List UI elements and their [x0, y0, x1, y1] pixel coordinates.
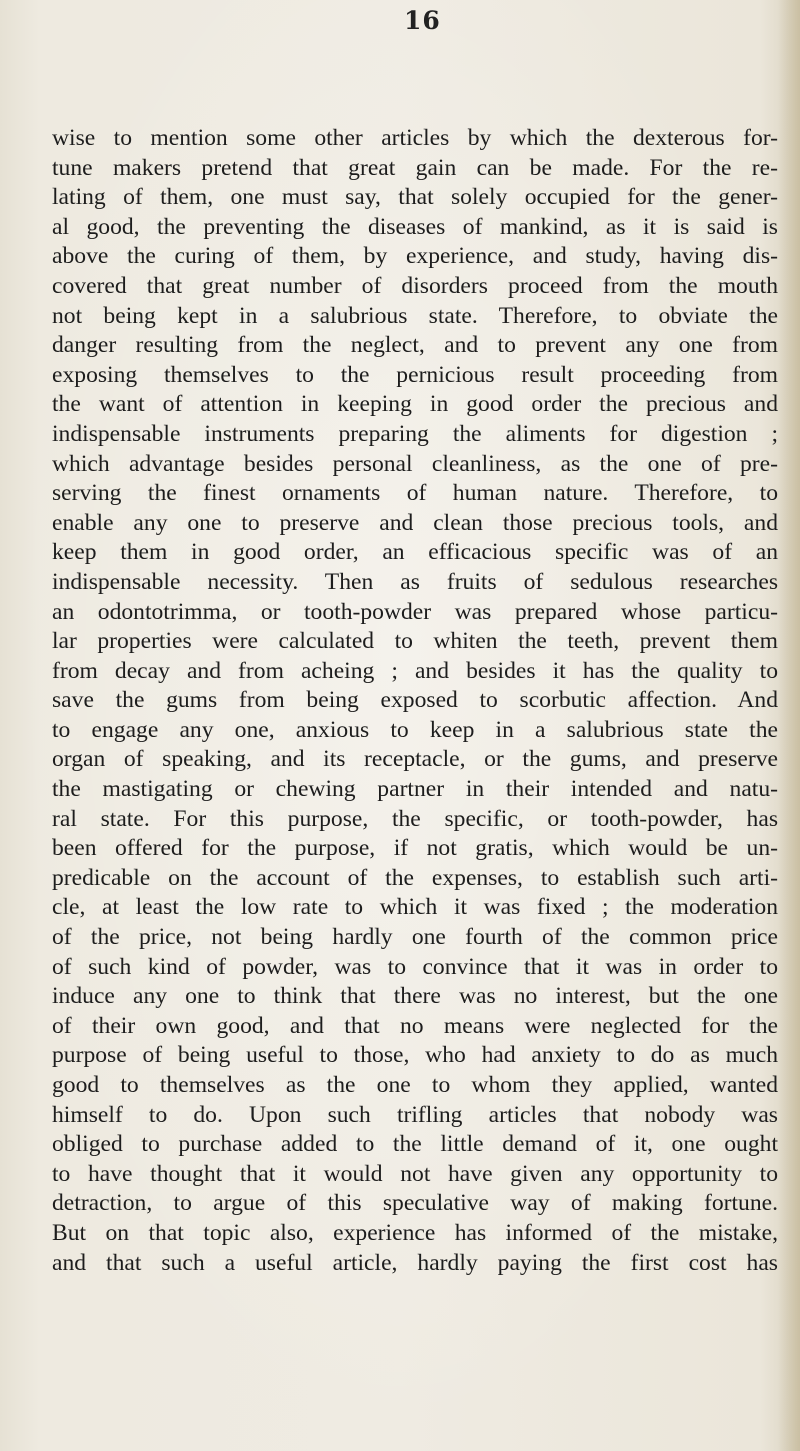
text-line: of the price, not being hardly one fourth of the common price: [52, 924, 778, 951]
text-line: predicable on the account of the expenses, to establish such arti-: [52, 864, 778, 891]
text-line: purpose of being useful to those, who had anxiety to do as much: [52, 1042, 778, 1069]
text-line: indispensable necessity. Then as fruits of sedulous researches: [52, 568, 778, 595]
text-line: al good, the preventing the diseases of mankind, as it is said is: [52, 213, 778, 240]
text-line: an odontotrimma, or tooth-powder was prepared whose particu-: [52, 598, 778, 625]
text-line: from decay and from acheing ; and besides it has the quality to: [52, 657, 778, 684]
text-line: tune makers pretend that great gain can be made. For the re-: [52, 154, 778, 181]
text-line: the want of attention in keeping in good order the precious and: [52, 391, 778, 418]
text-line: lar properties were calculated to whiten the teeth, prevent them: [52, 628, 778, 655]
text-line: been offered for the purpose, if not gratis, which would be un-: [52, 835, 778, 862]
text-line: wise to mention some other articles by which the dexterous for-: [52, 125, 778, 151]
text-line: good to themselves as the one to whom they applied, wanted: [52, 1072, 778, 1098]
body-text: [52, 124, 778, 1278]
text-line: and that such a useful article, hardly paying the first cost has: [52, 1249, 778, 1276]
text-line: induce any one to think that there was no interest, but the one: [52, 983, 778, 1010]
text-line: of their own good, and that no means were neglected for the: [52, 1012, 778, 1039]
text-line: detraction, to argue of this speculative way of making fortune.: [52, 1190, 778, 1217]
page-edge-shadow: [778, 0, 800, 1451]
text-line: exposing themselves to the pernicious result proceeding from: [52, 361, 778, 388]
text-line: indispensable instruments preparing the aliments for digestion ;: [52, 420, 778, 447]
text-line: not being kept in a salubrious state. Therefore, to obviate the: [52, 302, 778, 329]
text-line: serving the finest ornaments of human nature. Therefore, to: [52, 480, 778, 507]
text-line: cle, at least the low rate to which it was fixed ; the moderation: [52, 894, 778, 921]
text-line: to engage any one, anxious to keep in a salubrious state the: [52, 716, 778, 743]
text-line: But on that topic also, experience has informed of the mistake,: [52, 1219, 778, 1246]
text-line: to have thought that it would not have given any opportunity to: [52, 1160, 778, 1187]
text-line: covered that great number of disorders proceed from the mouth: [52, 272, 778, 299]
text-line: lating of them, one must say, that solely occupied for the gener-: [52, 184, 778, 211]
text-line: enable any one to preserve and clean those precious tools, and: [52, 509, 778, 536]
text-line: which advantage besides personal cleanliness, as the one of pre-: [52, 450, 778, 477]
text-line: the mastigating or chewing partner in their intended and natu-: [52, 776, 778, 803]
text-line: save the gums from being exposed to scorbutic affection. And: [52, 687, 778, 714]
text-line: of such kind of powder, was to convince that it was in order to: [52, 953, 778, 980]
text-line: keep them in good order, an efficacious specific was of an: [52, 539, 778, 566]
text-line: ral state. For this purpose, the specific, or tooth-powder, has: [52, 805, 778, 832]
text-line: danger resulting from the neglect, and to prevent any one from: [52, 332, 778, 359]
page-number: 16: [404, 6, 441, 35]
text-line: himself to do. Upon such trifling articles that nobody was: [52, 1101, 778, 1128]
text-line: organ of speaking, and its receptacle, or the gums, and preserve: [52, 746, 778, 773]
text-line: obliged to purchase added to the little demand of it, one ought: [52, 1131, 778, 1158]
text-line: above the curing of them, by experience, and study, having dis-: [52, 243, 778, 270]
